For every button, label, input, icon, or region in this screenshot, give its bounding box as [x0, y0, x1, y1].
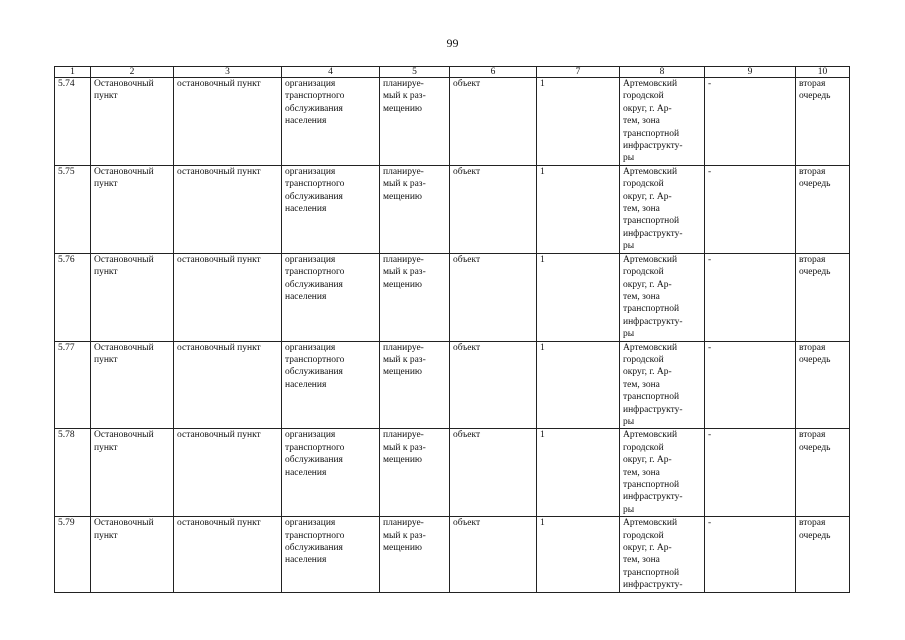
column-header: 6 — [450, 67, 537, 78]
measure-unit: объект — [450, 253, 537, 341]
object-zone: - — [705, 165, 796, 253]
object-count: 1 — [537, 253, 620, 341]
row-id: 5.75 — [55, 165, 91, 253]
column-header: 10 — [796, 67, 850, 78]
measure-unit: объект — [450, 429, 537, 517]
implementation-stage: вторая очередь — [796, 341, 850, 429]
object-status: планируе- мый к раз- мещению — [380, 429, 450, 517]
column-header: 5 — [380, 67, 450, 78]
column-header: 1 — [55, 67, 91, 78]
object-count: 1 — [537, 165, 620, 253]
object-type: остановочный пункт — [174, 78, 282, 166]
object-status: планируе- мый к раз- мещению — [380, 341, 450, 429]
table-row — [55, 429, 850, 517]
row-id: 5.79 — [55, 517, 91, 592]
table-row — [55, 341, 850, 429]
object-zone: - — [705, 429, 796, 517]
object-status: планируе- мый к раз- мещению — [380, 253, 450, 341]
object-type: остановочный пункт — [174, 429, 282, 517]
implementation-stage: вторая очередь — [796, 253, 850, 341]
object-count: 1 — [537, 429, 620, 517]
object-name: Остановочный пункт — [91, 78, 174, 166]
object-count: 1 — [537, 517, 620, 592]
table-row — [55, 165, 850, 253]
column-header: 2 — [91, 67, 174, 78]
object-location: Артемовский городской округ, г. Ар- тем, зона транспортной инфраструкту- ры — [620, 78, 705, 166]
object-status: планируе- мый к раз- мещению — [380, 78, 450, 166]
object-zone: - — [705, 78, 796, 166]
row-id: 5.76 — [55, 253, 91, 341]
object-location: Артемовский городской округ, г. Ар- тем, зона транспортной инфраструкту- ры — [620, 429, 705, 517]
object-type: остановочный пункт — [174, 165, 282, 253]
column-header: 4 — [282, 67, 380, 78]
object-location: Артемовский городской округ, г. Ар- тем, зона транспортной инфраструкту- ры — [620, 253, 705, 341]
object-purpose: организация транспортного обслуживания населения — [282, 165, 380, 253]
object-purpose: организация транспортного обслуживания населения — [282, 78, 380, 166]
object-status: планируе- мый к раз- мещению — [380, 165, 450, 253]
measure-unit: объект — [450, 78, 537, 166]
row-id: 5.74 — [55, 78, 91, 166]
object-zone: - — [705, 253, 796, 341]
column-header: 3 — [174, 67, 282, 78]
object-name: Остановочный пункт — [91, 517, 174, 592]
implementation-stage: вторая очередь — [796, 517, 850, 592]
column-header: 7 — [537, 67, 620, 78]
measure-unit: объект — [450, 341, 537, 429]
object-location: Артемовский городской округ, г. Ар- тем, зона транспортной инфраструкту- — [620, 517, 705, 592]
object-count: 1 — [537, 341, 620, 429]
object-purpose: организация транспортного обслуживания населения — [282, 253, 380, 341]
table-row — [55, 517, 850, 592]
page-number: 99 — [446, 36, 459, 50]
implementation-stage: вторая очередь — [796, 429, 850, 517]
object-purpose: организация транспортного обслуживания населения — [282, 517, 380, 592]
object-name: Остановочный пункт — [91, 341, 174, 429]
object-type: остановочный пункт — [174, 517, 282, 592]
column-header: 9 — [705, 67, 796, 78]
table-row — [55, 78, 850, 166]
object-zone: - — [705, 341, 796, 429]
object-zone: - — [705, 517, 796, 592]
object-name: Остановочный пункт — [91, 429, 174, 517]
object-count: 1 — [537, 78, 620, 166]
row-id: 5.78 — [55, 429, 91, 517]
implementation-stage: вторая очередь — [796, 78, 850, 166]
measure-unit: объект — [450, 165, 537, 253]
object-name: Остановочный пункт — [91, 253, 174, 341]
object-type: остановочный пункт — [174, 253, 282, 341]
table-row — [55, 253, 850, 341]
measure-unit: объект — [450, 517, 537, 592]
table-header-row — [55, 67, 850, 78]
column-header: 8 — [620, 67, 705, 78]
object-purpose: организация транспортного обслуживания населения — [282, 429, 380, 517]
object-location: Артемовский городской округ, г. Ар- тем, зона транспортной инфраструкту- ры — [620, 165, 705, 253]
objects-table — [54, 66, 850, 593]
implementation-stage: вторая очередь — [796, 165, 850, 253]
object-purpose: организация транспортного обслуживания населения — [282, 341, 380, 429]
object-location: Артемовский городской округ, г. Ар- тем, зона транспортной инфраструкту- ры — [620, 341, 705, 429]
row-id: 5.77 — [55, 341, 91, 429]
object-status: планируе- мый к раз- мещению — [380, 517, 450, 592]
object-name: Остановочный пункт — [91, 165, 174, 253]
object-type: остановочный пункт — [174, 341, 282, 429]
